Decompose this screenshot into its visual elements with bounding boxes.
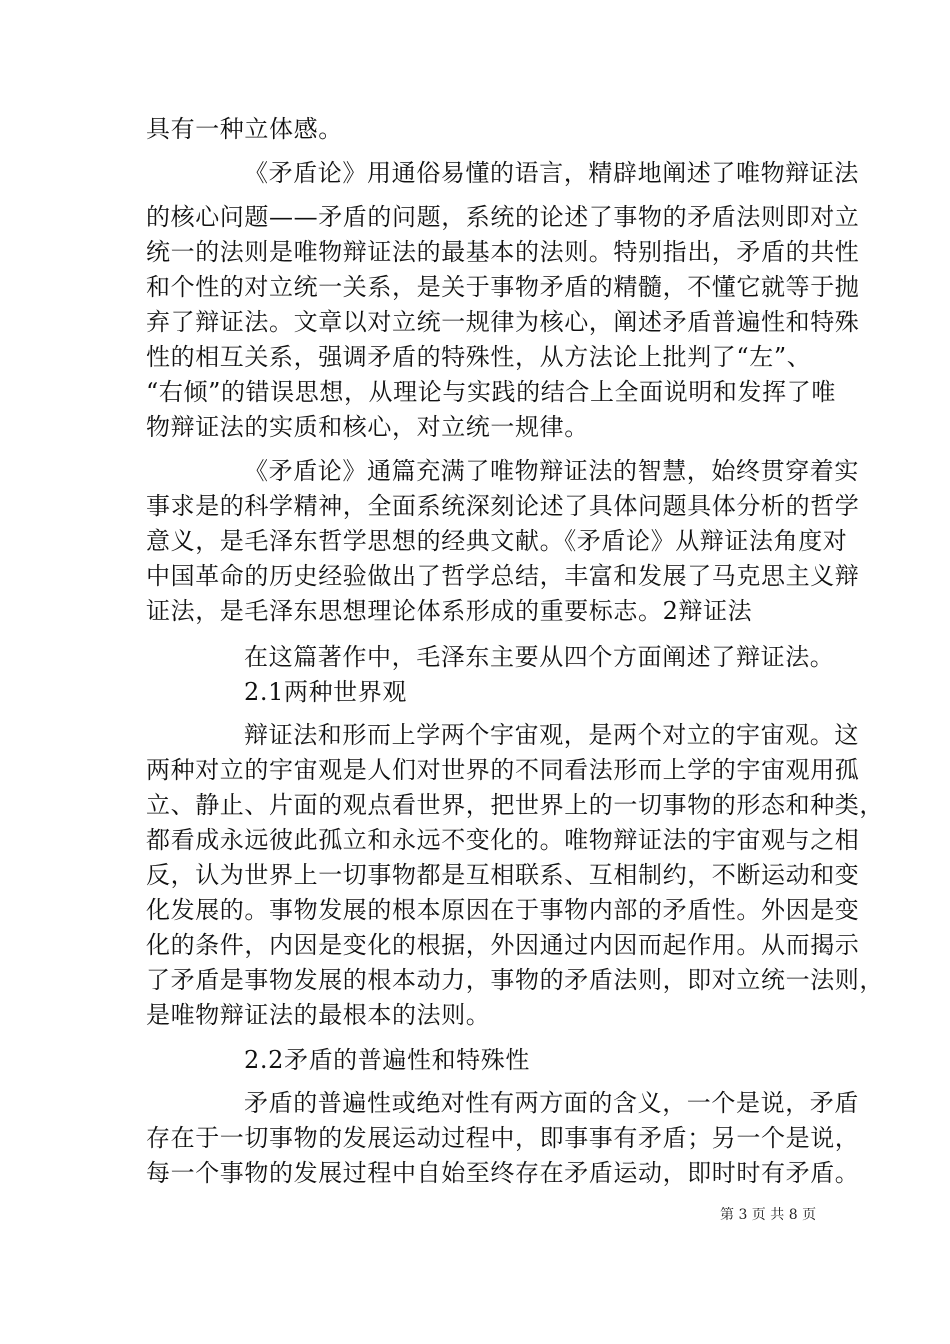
- text-line: 立、静止、片面的观点看世界，把世界上的一切事物的形态和种类，: [146, 791, 884, 819]
- text-line: 《矛盾论》用通俗易懂的语言，精辟地阐述了唯物辩证法: [244, 159, 859, 187]
- text-line: 反，认为世界上一切事物都是互相联系、互相制约，不断运动和变: [146, 861, 860, 889]
- text-line: 是唯物辩证法的最根本的法则。: [146, 1001, 491, 1029]
- text-line: 矛盾的普遍性或绝对性有两方面的含义，一个是说，矛盾: [244, 1089, 859, 1117]
- text-line: “右倾”的错误思想，从理论与实践的结合上全面说明和发挥了唯: [146, 378, 836, 406]
- page-number-footer: 第 3 页 共 8 页: [720, 1207, 817, 1223]
- text-line: 每一个事物的发展过程中自始至终存在矛盾运动，即时时有矛盾。: [146, 1159, 860, 1187]
- text-line: 和个性的对立统一关系，是关于事物矛盾的精髓，不懂它就等于抛: [146, 273, 860, 301]
- text-line: 化发展的。事物发展的根本原因在于事物内部的矛盾性。外因是变: [146, 896, 860, 924]
- text-line: 统一的法则是唯物辩证法的最基本的法则。特别指出，矛盾的共性: [146, 238, 860, 266]
- text-line: 在这篇著作中，毛泽东主要从四个方面阐述了辩证法。: [244, 643, 835, 671]
- text-line: 弃了辩证法。文章以对立统一规律为核心，阐述矛盾普遍性和特殊: [146, 308, 860, 336]
- text-line: 的核心问题——矛盾的问题，系统的论述了事物的矛盾法则即对立: [146, 203, 860, 231]
- text-line: 物辩证法的实质和核心，对立统一规律。: [146, 413, 589, 441]
- text-line: 《矛盾论》通篇充满了唯物辩证法的智慧，始终贯穿着实: [244, 457, 859, 485]
- text-line: 化的条件，内因是变化的根据，外因通过内因而起作用。从而揭示: [146, 931, 860, 959]
- text-line: 事求是的科学精神，全面系统深刻论述了具体问题具体分析的哲学: [146, 492, 860, 520]
- text-line: 中国革命的历史经验做出了哲学总结，丰富和发展了马克思主义辩: [146, 562, 860, 590]
- text-line: 具有一种立体感。: [146, 115, 343, 143]
- text-line: 了矛盾是事物发展的根本动力，事物的矛盾法则，即对立统一法则，: [146, 966, 884, 994]
- text-line: 证法，是毛泽东思想理论体系形成的重要标志。2辩证法: [146, 597, 753, 625]
- text-line: 意义，是毛泽东哲学思想的经典文献。《矛盾论》从辩证法角度对: [146, 527, 848, 555]
- section-heading: 2.2矛盾的普遍性和特殊性: [244, 1046, 530, 1074]
- text-line: 辩证法和形而上学两个宇宙观，是两个对立的宇宙观。这: [244, 721, 859, 749]
- text-line: 存在于一切事物的发展运动过程中，即事事有矛盾；另一个是说，: [146, 1124, 860, 1152]
- text-line: 性的相互关系，强调矛盾的特殊性，从方法论上批判了“左”、: [146, 343, 812, 371]
- section-heading: 2.1两种世界观: [244, 678, 407, 706]
- text-line: 两种对立的宇宙观是人们对世界的不同看法形而上学的宇宙观用孤: [146, 756, 860, 784]
- text-line: 都看成永远彼此孤立和永远不变化的。唯物辩证法的宇宙观与之相: [146, 826, 860, 854]
